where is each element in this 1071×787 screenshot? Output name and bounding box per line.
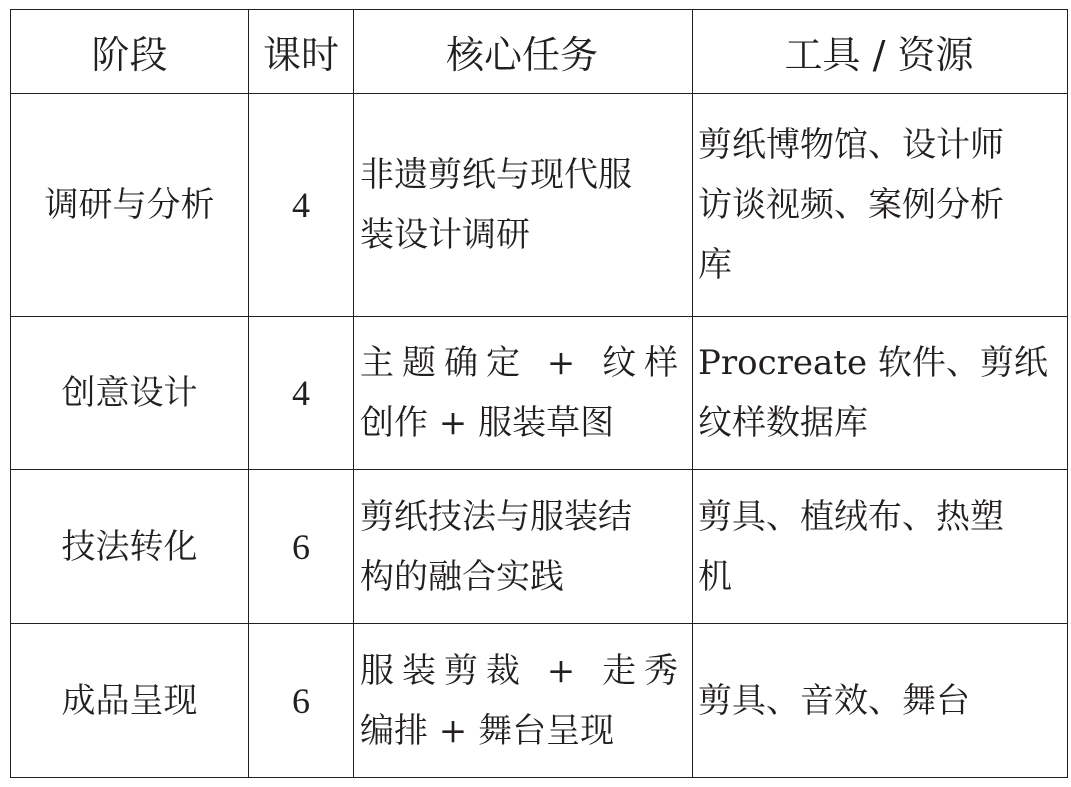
task-line: 非遗剪纸与现代服 [360,155,632,195]
stage-cell: 技法转化 [11,470,249,624]
task-line: 创作 + 服装草图 [360,403,615,443]
task-cell [354,317,693,470]
header-task: 核心任务 [354,10,693,94]
header-tools: 工具 / 资源 [693,10,1068,94]
stage-cell: 调研与分析 [11,94,249,317]
tools-cell [693,94,1068,317]
task-line: 服装剪裁 + 走秀 [360,650,687,691]
table-row [11,624,1068,778]
hours-cell: 6 [249,624,354,778]
tools-cell [693,317,1068,470]
hours-cell: 6 [249,470,354,624]
task-line: 剪纸技法与服装结 [360,496,632,537]
table-row [11,470,1068,624]
tools-line: 纹样数据库 [698,403,868,443]
task-cell [354,94,693,317]
table-row [11,317,1068,470]
header-stage: 阶段 [11,10,249,94]
task-line: 编排 + 舞台呈现 [360,710,615,751]
tools-line: 访谈视频、案例分析 [698,185,1004,225]
tools-line: 库 [698,245,732,285]
header-hours: 课时 [249,10,354,94]
tools-line: Procreate 软件、剪纸 [698,343,1048,383]
header-row [11,10,1068,94]
course-plan-table [10,9,1068,778]
task-line: 主题确定 + 纹样 [360,343,687,383]
task-line: 构的融合实践 [360,556,564,597]
hours-cell: 4 [249,94,354,317]
hours-cell: 4 [249,317,354,470]
task-cell [354,624,693,778]
tools-line: 剪纸博物馆、设计师 [698,125,1004,165]
tools-cell [693,470,1068,624]
tools-line: 剪具、音效、舞台 [698,680,970,721]
task-cell [354,470,693,624]
task-line: 装设计调研 [360,215,530,255]
tools-line: 剪具、植绒布、热塑 [698,496,1004,537]
table-row [11,94,1068,317]
stage-cell: 创意设计 [11,317,249,470]
stage-cell: 成品呈现 [11,624,249,778]
tools-line: 机 [698,556,732,597]
tools-cell [693,624,1068,778]
